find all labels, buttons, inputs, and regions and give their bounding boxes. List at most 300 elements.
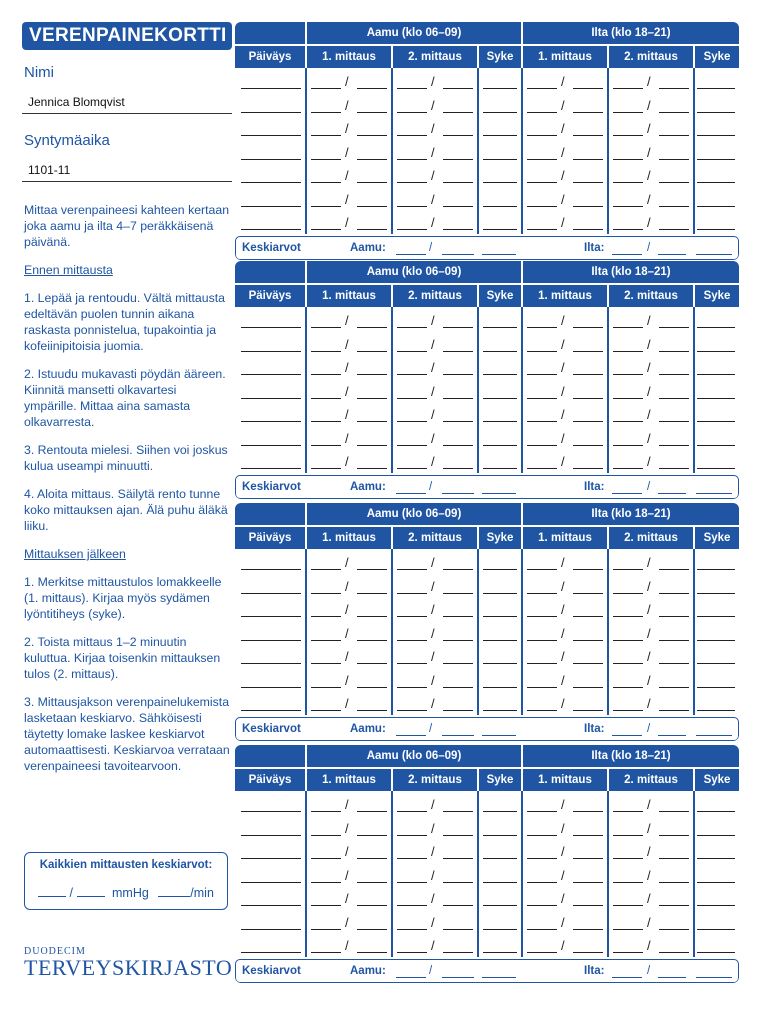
- entry-field[interactable]: [697, 445, 735, 446]
- entry-field[interactable]: [443, 905, 473, 906]
- entry-field[interactable]: [483, 593, 517, 594]
- average-field[interactable]: [482, 977, 516, 978]
- entry-field[interactable]: [443, 811, 473, 812]
- entry-field[interactable]: [357, 569, 387, 570]
- entry-field[interactable]: [527, 687, 557, 688]
- entry-field[interactable]: [659, 710, 689, 711]
- entry-field[interactable]: [697, 905, 735, 906]
- entry-field[interactable]: [573, 182, 603, 183]
- entry-field[interactable]: [573, 569, 603, 570]
- entry-field[interactable]: [527, 374, 557, 375]
- entry-field[interactable]: [311, 882, 341, 883]
- entry-field[interactable]: [357, 882, 387, 883]
- entry-field[interactable]: [573, 882, 603, 883]
- entry-field[interactable]: [613, 905, 643, 906]
- entry-field[interactable]: [613, 112, 643, 113]
- entry-field[interactable]: [573, 327, 603, 328]
- entry-field[interactable]: [483, 687, 517, 688]
- entry-field[interactable]: [311, 929, 341, 930]
- entry-field[interactable]: [311, 327, 341, 328]
- average-field[interactable]: [612, 493, 642, 494]
- entry-field[interactable]: [357, 351, 387, 352]
- average-field[interactable]: [612, 977, 642, 978]
- entry-field[interactable]: [527, 112, 557, 113]
- entry-field[interactable]: [573, 858, 603, 859]
- entry-field[interactable]: [241, 905, 301, 906]
- entry-field[interactable]: [527, 593, 557, 594]
- entry-field[interactable]: [613, 858, 643, 859]
- entry-field[interactable]: [443, 159, 473, 160]
- entry-field[interactable]: [443, 640, 473, 641]
- entry-field[interactable]: [443, 710, 473, 711]
- entry-field[interactable]: [311, 687, 341, 688]
- entry-field[interactable]: [397, 663, 427, 664]
- birth-field[interactable]: 1101-11: [22, 163, 232, 182]
- entry-field[interactable]: [443, 374, 473, 375]
- entry-field[interactable]: [697, 374, 735, 375]
- entry-field[interactable]: [527, 327, 557, 328]
- entry-field[interactable]: [443, 569, 473, 570]
- entry-field[interactable]: [697, 88, 735, 89]
- entry-field[interactable]: [311, 421, 341, 422]
- entry-field[interactable]: [443, 858, 473, 859]
- entry-field[interactable]: [527, 421, 557, 422]
- entry-field[interactable]: [527, 710, 557, 711]
- entry-field[interactable]: [397, 182, 427, 183]
- entry-field[interactable]: [613, 640, 643, 641]
- entry-field[interactable]: [613, 374, 643, 375]
- entry-field[interactable]: [659, 616, 689, 617]
- entry-field[interactable]: [483, 710, 517, 711]
- entry-field[interactable]: [613, 687, 643, 688]
- entry-field[interactable]: [311, 135, 341, 136]
- entry-field[interactable]: [397, 421, 427, 422]
- entry-field[interactable]: [613, 882, 643, 883]
- entry-field[interactable]: [241, 112, 301, 113]
- entry-field[interactable]: [241, 445, 301, 446]
- entry-field[interactable]: [573, 421, 603, 422]
- entry-field[interactable]: [659, 905, 689, 906]
- entry-field[interactable]: [357, 929, 387, 930]
- entry-field[interactable]: [659, 88, 689, 89]
- entry-field[interactable]: [573, 640, 603, 641]
- entry-field[interactable]: [573, 445, 603, 446]
- entry-field[interactable]: [573, 710, 603, 711]
- entry-field[interactable]: [397, 640, 427, 641]
- entry-field[interactable]: [483, 811, 517, 812]
- average-field[interactable]: [482, 735, 516, 736]
- entry-field[interactable]: [573, 135, 603, 136]
- average-field[interactable]: [396, 493, 426, 494]
- entry-field[interactable]: [613, 327, 643, 328]
- entry-field[interactable]: [483, 88, 517, 89]
- entry-field[interactable]: [697, 710, 735, 711]
- entry-field[interactable]: [659, 327, 689, 328]
- entry-field[interactable]: [697, 135, 735, 136]
- entry-field[interactable]: [527, 445, 557, 446]
- entry-field[interactable]: [697, 835, 735, 836]
- entry-field[interactable]: [483, 445, 517, 446]
- entry-field[interactable]: [659, 135, 689, 136]
- entry-field[interactable]: [659, 882, 689, 883]
- entry-field[interactable]: [483, 182, 517, 183]
- entry-field[interactable]: [527, 858, 557, 859]
- entry-field[interactable]: [613, 135, 643, 136]
- entry-field[interactable]: [697, 687, 735, 688]
- entry-field[interactable]: [527, 229, 557, 230]
- entry-field[interactable]: [697, 206, 735, 207]
- entry-field[interactable]: [241, 229, 301, 230]
- entry-field[interactable]: [483, 112, 517, 113]
- entry-field[interactable]: [527, 88, 557, 89]
- entry-field[interactable]: [443, 182, 473, 183]
- entry-field[interactable]: [241, 710, 301, 711]
- entry-field[interactable]: [443, 421, 473, 422]
- entry-field[interactable]: [241, 88, 301, 89]
- entry-field[interactable]: [613, 710, 643, 711]
- entry-field[interactable]: [573, 593, 603, 594]
- entry-field[interactable]: [573, 229, 603, 230]
- entry-field[interactable]: [697, 882, 735, 883]
- entry-field[interactable]: [697, 811, 735, 812]
- entry-field[interactable]: [241, 398, 301, 399]
- entry-field[interactable]: [443, 952, 473, 953]
- entry-field[interactable]: [613, 616, 643, 617]
- entry-field[interactable]: [659, 952, 689, 953]
- entry-field[interactable]: [483, 835, 517, 836]
- entry-field[interactable]: [697, 929, 735, 930]
- entry-field[interactable]: [357, 811, 387, 812]
- entry-field[interactable]: [241, 835, 301, 836]
- entry-field[interactable]: [659, 351, 689, 352]
- entry-field[interactable]: [311, 593, 341, 594]
- entry-field[interactable]: [311, 351, 341, 352]
- entry-field[interactable]: [357, 687, 387, 688]
- entry-field[interactable]: [527, 811, 557, 812]
- entry-field[interactable]: [527, 616, 557, 617]
- entry-field[interactable]: [241, 811, 301, 812]
- entry-field[interactable]: [527, 182, 557, 183]
- entry-field[interactable]: [573, 159, 603, 160]
- entry-field[interactable]: [613, 663, 643, 664]
- entry-field[interactable]: [311, 835, 341, 836]
- entry-field[interactable]: [357, 835, 387, 836]
- entry-field[interactable]: [573, 905, 603, 906]
- entry-field[interactable]: [483, 351, 517, 352]
- entry-field[interactable]: [697, 327, 735, 328]
- entry-field[interactable]: [443, 663, 473, 664]
- entry-field[interactable]: [311, 952, 341, 953]
- entry-field[interactable]: [311, 445, 341, 446]
- entry-field[interactable]: [311, 905, 341, 906]
- entry-field[interactable]: [241, 569, 301, 570]
- entry-field[interactable]: [697, 593, 735, 594]
- entry-field[interactable]: [697, 421, 735, 422]
- average-field[interactable]: [696, 735, 732, 736]
- entry-field[interactable]: [483, 206, 517, 207]
- entry-field[interactable]: [573, 952, 603, 953]
- entry-field[interactable]: [613, 421, 643, 422]
- average-field[interactable]: [612, 735, 642, 736]
- entry-field[interactable]: [483, 327, 517, 328]
- entry-field[interactable]: [397, 858, 427, 859]
- entry-field[interactable]: [311, 88, 341, 89]
- entry-field[interactable]: [357, 206, 387, 207]
- entry-field[interactable]: [483, 929, 517, 930]
- entry-field[interactable]: [573, 835, 603, 836]
- entry-field[interactable]: [357, 327, 387, 328]
- entry-field[interactable]: [483, 569, 517, 570]
- entry-field[interactable]: [613, 398, 643, 399]
- entry-field[interactable]: [527, 882, 557, 883]
- entry-field[interactable]: [613, 229, 643, 230]
- entry-field[interactable]: [397, 229, 427, 230]
- entry-field[interactable]: [311, 374, 341, 375]
- entry-field[interactable]: [357, 112, 387, 113]
- entry-field[interactable]: [527, 135, 557, 136]
- entry-field[interactable]: [659, 398, 689, 399]
- entry-field[interactable]: [573, 374, 603, 375]
- entry-field[interactable]: [241, 858, 301, 859]
- average-field[interactable]: [612, 254, 642, 255]
- entry-field[interactable]: [443, 593, 473, 594]
- entry-field[interactable]: [527, 206, 557, 207]
- average-field[interactable]: [658, 254, 686, 255]
- average-field[interactable]: [696, 493, 732, 494]
- entry-field[interactable]: [697, 640, 735, 641]
- entry-field[interactable]: [527, 663, 557, 664]
- entry-field[interactable]: [659, 421, 689, 422]
- entry-field[interactable]: [357, 905, 387, 906]
- entry-field[interactable]: [357, 421, 387, 422]
- entry-field[interactable]: [311, 182, 341, 183]
- entry-field[interactable]: [443, 88, 473, 89]
- entry-field[interactable]: [357, 135, 387, 136]
- entry-field[interactable]: [483, 468, 517, 469]
- entry-field[interactable]: [241, 327, 301, 328]
- entry-field[interactable]: [397, 710, 427, 711]
- entry-field[interactable]: [659, 811, 689, 812]
- entry-field[interactable]: [397, 468, 427, 469]
- entry-field[interactable]: [697, 468, 735, 469]
- entry-field[interactable]: [241, 687, 301, 688]
- entry-field[interactable]: [397, 88, 427, 89]
- entry-field[interactable]: [397, 952, 427, 953]
- entry-field[interactable]: [527, 159, 557, 160]
- entry-field[interactable]: [443, 835, 473, 836]
- entry-field[interactable]: [483, 882, 517, 883]
- entry-field[interactable]: [527, 468, 557, 469]
- entry-field[interactable]: [357, 374, 387, 375]
- entry-field[interactable]: [241, 421, 301, 422]
- entry-field[interactable]: [527, 929, 557, 930]
- entry-field[interactable]: [527, 398, 557, 399]
- entry-field[interactable]: [311, 811, 341, 812]
- entry-field[interactable]: [659, 112, 689, 113]
- entry-field[interactable]: [241, 663, 301, 664]
- entry-field[interactable]: [397, 159, 427, 160]
- entry-field[interactable]: [573, 687, 603, 688]
- entry-field[interactable]: [397, 835, 427, 836]
- entry-field[interactable]: [311, 206, 341, 207]
- entry-field[interactable]: [241, 616, 301, 617]
- entry-field[interactable]: [357, 159, 387, 160]
- entry-field[interactable]: [573, 616, 603, 617]
- entry-field[interactable]: [613, 593, 643, 594]
- entry-field[interactable]: [483, 374, 517, 375]
- entry-field[interactable]: [397, 135, 427, 136]
- entry-field[interactable]: [311, 569, 341, 570]
- entry-field[interactable]: [397, 616, 427, 617]
- entry-field[interactable]: [443, 687, 473, 688]
- entry-field[interactable]: [697, 663, 735, 664]
- entry-field[interactable]: [659, 929, 689, 930]
- average-field[interactable]: [658, 735, 686, 736]
- entry-field[interactable]: [311, 468, 341, 469]
- entry-field[interactable]: [443, 229, 473, 230]
- entry-field[interactable]: [659, 374, 689, 375]
- average-field[interactable]: [442, 254, 474, 255]
- average-field[interactable]: [396, 977, 426, 978]
- entry-field[interactable]: [697, 182, 735, 183]
- entry-field[interactable]: [397, 398, 427, 399]
- entry-field[interactable]: [443, 929, 473, 930]
- entry-field[interactable]: [613, 351, 643, 352]
- entry-field[interactable]: [483, 640, 517, 641]
- entry-field[interactable]: [697, 616, 735, 617]
- entry-field[interactable]: [659, 569, 689, 570]
- entry-field[interactable]: [527, 905, 557, 906]
- entry-field[interactable]: [697, 952, 735, 953]
- entry-field[interactable]: [357, 710, 387, 711]
- entry-field[interactable]: [311, 159, 341, 160]
- entry-field[interactable]: [357, 182, 387, 183]
- entry-field[interactable]: [659, 593, 689, 594]
- entry-field[interactable]: [241, 468, 301, 469]
- entry-field[interactable]: [483, 421, 517, 422]
- average-field[interactable]: [482, 493, 516, 494]
- entry-field[interactable]: [397, 206, 427, 207]
- entry-field[interactable]: [573, 663, 603, 664]
- entry-field[interactable]: [397, 445, 427, 446]
- entry-field[interactable]: [659, 182, 689, 183]
- entry-field[interactable]: [357, 952, 387, 953]
- entry-field[interactable]: [527, 351, 557, 352]
- entry-field[interactable]: [659, 468, 689, 469]
- entry-field[interactable]: [397, 929, 427, 930]
- entry-field[interactable]: [613, 182, 643, 183]
- entry-field[interactable]: [443, 616, 473, 617]
- entry-field[interactable]: [397, 351, 427, 352]
- entry-field[interactable]: [659, 229, 689, 230]
- entry-field[interactable]: [397, 569, 427, 570]
- entry-field[interactable]: [613, 468, 643, 469]
- entry-field[interactable]: [613, 835, 643, 836]
- entry-field[interactable]: [357, 229, 387, 230]
- entry-field[interactable]: [659, 445, 689, 446]
- entry-field[interactable]: [659, 663, 689, 664]
- entry-field[interactable]: [311, 710, 341, 711]
- entry-field[interactable]: [483, 229, 517, 230]
- entry-field[interactable]: [573, 88, 603, 89]
- entry-field[interactable]: [613, 569, 643, 570]
- entry-field[interactable]: [573, 398, 603, 399]
- entry-field[interactable]: [613, 159, 643, 160]
- entry-field[interactable]: [397, 882, 427, 883]
- entry-field[interactable]: [397, 112, 427, 113]
- entry-field[interactable]: [443, 445, 473, 446]
- entry-field[interactable]: [397, 687, 427, 688]
- average-field[interactable]: [442, 977, 474, 978]
- name-field[interactable]: Jennica Blomqvist: [22, 95, 232, 114]
- entry-field[interactable]: [483, 858, 517, 859]
- entry-field[interactable]: [527, 952, 557, 953]
- entry-field[interactable]: [697, 569, 735, 570]
- entry-field[interactable]: [311, 858, 341, 859]
- entry-field[interactable]: [659, 206, 689, 207]
- entry-field[interactable]: [697, 398, 735, 399]
- entry-field[interactable]: [527, 569, 557, 570]
- entry-field[interactable]: [357, 593, 387, 594]
- entry-field[interactable]: [397, 905, 427, 906]
- entry-field[interactable]: [241, 182, 301, 183]
- entry-field[interactable]: [241, 640, 301, 641]
- entry-field[interactable]: [311, 663, 341, 664]
- entry-field[interactable]: [241, 135, 301, 136]
- average-field[interactable]: [658, 977, 686, 978]
- entry-field[interactable]: [241, 374, 301, 375]
- entry-field[interactable]: [613, 811, 643, 812]
- entry-field[interactable]: [613, 206, 643, 207]
- entry-field[interactable]: [357, 398, 387, 399]
- entry-field[interactable]: [483, 663, 517, 664]
- average-field[interactable]: [396, 254, 426, 255]
- entry-field[interactable]: [397, 374, 427, 375]
- entry-field[interactable]: [697, 858, 735, 859]
- entry-field[interactable]: [443, 468, 473, 469]
- entry-field[interactable]: [443, 206, 473, 207]
- entry-field[interactable]: [443, 327, 473, 328]
- entry-field[interactable]: [357, 640, 387, 641]
- entry-field[interactable]: [241, 929, 301, 930]
- average-field[interactable]: [696, 254, 732, 255]
- entry-field[interactable]: [357, 663, 387, 664]
- entry-field[interactable]: [357, 616, 387, 617]
- entry-field[interactable]: [483, 135, 517, 136]
- entry-field[interactable]: [311, 616, 341, 617]
- entry-field[interactable]: [397, 593, 427, 594]
- average-field[interactable]: [442, 493, 474, 494]
- entry-field[interactable]: [697, 229, 735, 230]
- entry-field[interactable]: [443, 351, 473, 352]
- entry-field[interactable]: [311, 229, 341, 230]
- entry-field[interactable]: [241, 593, 301, 594]
- entry-field[interactable]: [659, 835, 689, 836]
- average-field[interactable]: [442, 735, 474, 736]
- entry-field[interactable]: [573, 351, 603, 352]
- overall-average-line[interactable]: [25, 886, 227, 900]
- entry-field[interactable]: [573, 811, 603, 812]
- entry-field[interactable]: [397, 811, 427, 812]
- entry-field[interactable]: [483, 616, 517, 617]
- entry-field[interactable]: [483, 398, 517, 399]
- entry-field[interactable]: [659, 640, 689, 641]
- entry-field[interactable]: [573, 929, 603, 930]
- entry-field[interactable]: [659, 858, 689, 859]
- entry-field[interactable]: [397, 327, 427, 328]
- entry-field[interactable]: [241, 351, 301, 352]
- entry-field[interactable]: [443, 112, 473, 113]
